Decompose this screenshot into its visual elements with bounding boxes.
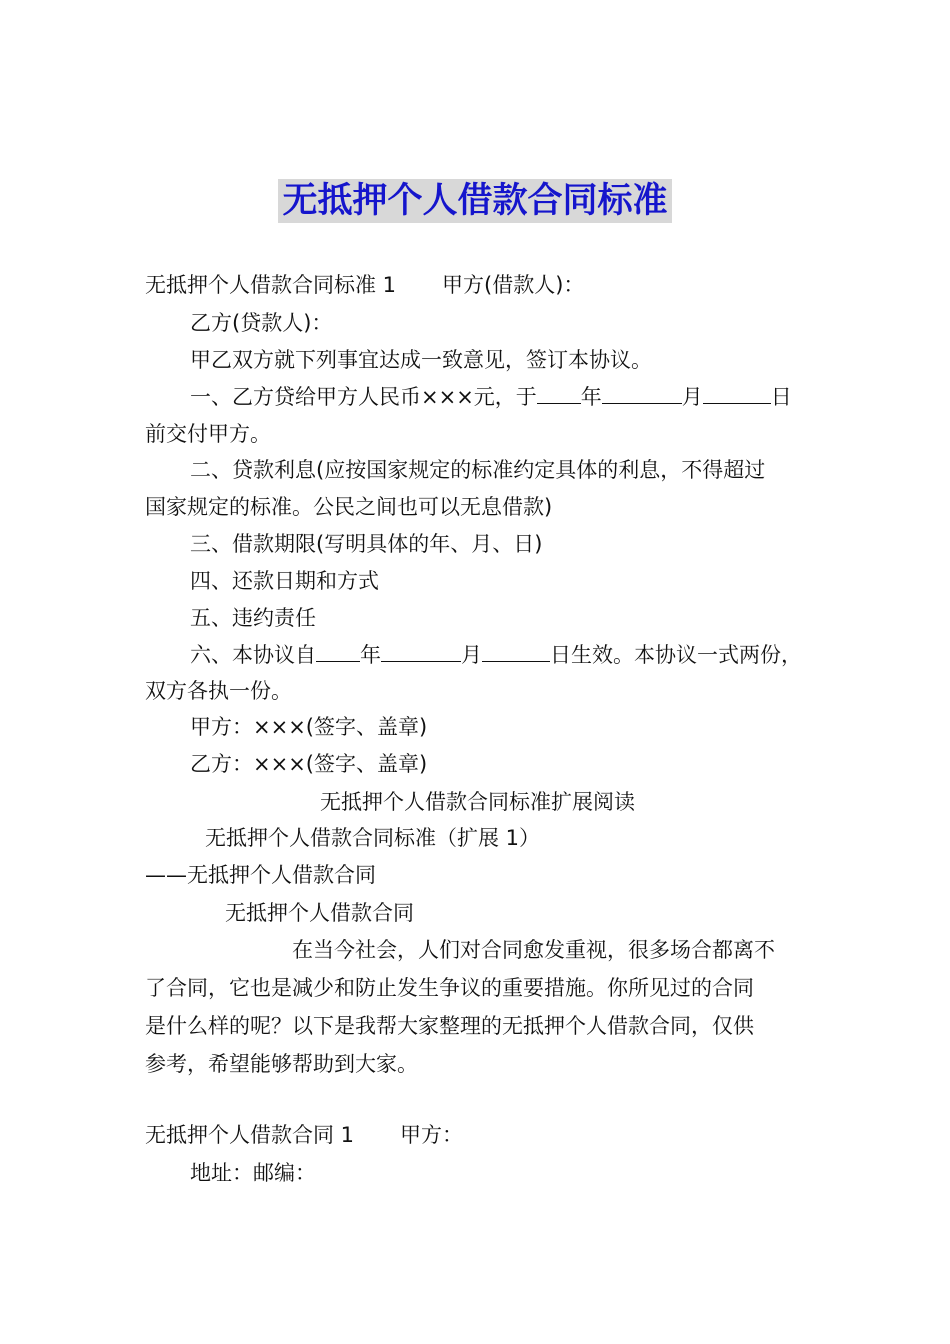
party-a-label: 甲方(借款人)： bbox=[442, 273, 585, 297]
month-blank bbox=[602, 381, 682, 404]
contract-1-header bbox=[145, 1120, 463, 1150]
clause-2: 二、贷款利息(应按国家规定的标准约定具体的利息，不得超过 bbox=[190, 458, 766, 482]
contract-1-party-a: 甲方： bbox=[400, 1123, 464, 1147]
paragraph-header bbox=[145, 270, 584, 300]
clause-1-text: 一、乙方贷给甲方人民币×××元，于 bbox=[190, 385, 537, 409]
clause-6-text: 六、本协议自 bbox=[190, 643, 316, 667]
intro-line-4: 参考，希望能够帮助到大家。 bbox=[145, 1052, 418, 1076]
address-line: 地址：邮编： bbox=[190, 1161, 316, 1185]
month-blank bbox=[381, 639, 461, 662]
clause-6-effective: 日生效。本协议一式两份， bbox=[550, 643, 802, 667]
document-title bbox=[0, 176, 950, 226]
clause-2-cont: 国家规定的标准。公民之间也可以无息借款) bbox=[145, 495, 553, 519]
signature-party-b: 乙方：×××(签字、盖章) bbox=[190, 752, 428, 776]
day-label: 日 bbox=[770, 385, 792, 409]
clause-5: 五、违约责任 bbox=[190, 606, 316, 630]
day-blank bbox=[482, 639, 550, 662]
contract-label: 无抵押个人借款合同标准 1 bbox=[145, 273, 397, 297]
signature-party-a: 甲方：×××(签字、盖章) bbox=[190, 715, 428, 739]
year-label: 年 bbox=[580, 385, 602, 409]
year-blank bbox=[316, 639, 360, 662]
clause-6 bbox=[190, 639, 802, 670]
clause-3: 三、借款期限(写明具体的年、月、日) bbox=[190, 532, 543, 556]
day-blank bbox=[703, 381, 771, 404]
document-title-text: 无抵押个人借款合同标准 bbox=[278, 179, 671, 223]
extended-reading-heading: 无抵押个人借款合同标准扩展阅读 bbox=[320, 790, 635, 814]
clause-1-cont: 前交付甲方。 bbox=[145, 422, 271, 446]
intro-line-3: 是什么样的呢？以下是我帮大家整理的无抵押个人借款合同，仅供 bbox=[145, 1014, 754, 1038]
extended-dash-title: ——无抵押个人借款合同 bbox=[145, 863, 376, 887]
year-blank bbox=[537, 381, 581, 404]
intro-line-1: 在当今社会，人们对合同愈发重视，很多场合都离不 bbox=[292, 938, 775, 962]
month-label: 月 bbox=[681, 385, 703, 409]
month-label: 月 bbox=[461, 643, 482, 667]
party-b-line: 乙方(贷款人)： bbox=[190, 311, 333, 335]
extended-subheading: 无抵押个人借款合同标准（扩展 1） bbox=[205, 826, 541, 850]
contract-1-label: 无抵押个人借款合同 1 bbox=[145, 1123, 355, 1147]
year-label: 年 bbox=[360, 643, 381, 667]
clause-6-cont: 双方各执一份。 bbox=[145, 679, 292, 703]
clause-1 bbox=[190, 381, 792, 412]
agreement-intro: 甲乙双方就下列事宜达成一致意见，签订本协议。 bbox=[190, 348, 652, 372]
extended-title: 无抵押个人借款合同 bbox=[225, 901, 414, 925]
intro-line-2: 了合同，它也是减少和防止发生争议的重要措施。你所见过的合同 bbox=[145, 976, 754, 1000]
clause-4: 四、还款日期和方式 bbox=[190, 569, 379, 593]
